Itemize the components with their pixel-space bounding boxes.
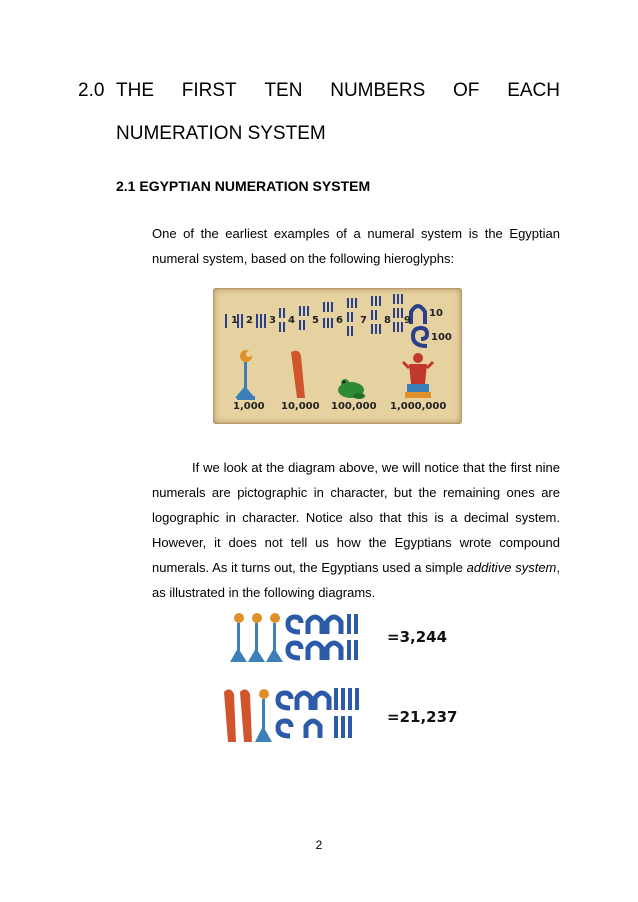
hundred-label: 100 xyxy=(431,332,452,343)
value-label: 1,000 xyxy=(233,401,265,412)
ten-hobble-icon xyxy=(411,306,425,324)
hobble-icon xyxy=(327,617,341,634)
digit-label: 1 xyxy=(231,315,238,326)
value-label: 10,000 xyxy=(281,401,320,412)
example-3244-glyphs xyxy=(230,610,390,670)
coil-icon xyxy=(288,617,301,632)
digit-label: 7 xyxy=(360,315,367,326)
lotus-icon xyxy=(235,350,255,400)
heading-word: FIRST xyxy=(181,80,237,101)
finger-icon xyxy=(224,689,236,742)
lotus-icon xyxy=(230,613,247,662)
stroke-units xyxy=(334,688,359,738)
body-paragraph xyxy=(152,455,560,605)
digit-label: 6 xyxy=(336,315,343,326)
hobble-icon xyxy=(327,643,341,660)
hobble-icon xyxy=(308,643,322,660)
intro-paragraph: One of the earliest examples of a numeral system is the Egyptian numeral system, based on the following hieroglyphs: xyxy=(152,226,560,266)
example-21237 xyxy=(0,684,638,748)
lotus-icon xyxy=(248,613,265,662)
example-3244 xyxy=(0,610,638,670)
stroke-units xyxy=(347,614,358,660)
digit-label: 3 xyxy=(269,315,276,326)
finger-icon xyxy=(240,689,252,742)
digit-label: 4 xyxy=(288,315,295,326)
heading-word: EACH xyxy=(507,80,560,101)
coil-icon xyxy=(288,643,301,658)
lotus-icon xyxy=(255,689,272,742)
hundred-coil-icon xyxy=(413,328,427,346)
hobble-icon xyxy=(297,693,311,710)
heading-word: OF xyxy=(453,80,480,101)
value-label: 1,000,000 xyxy=(390,401,447,412)
lotus-icon xyxy=(266,613,283,662)
example-value-label: =21,237 xyxy=(387,708,458,726)
frog-icon xyxy=(338,379,365,399)
hobble-icon xyxy=(308,617,322,634)
example-value-label: =3,244 xyxy=(387,628,448,646)
body-emphasis: additive system xyxy=(466,560,557,575)
example-21237-glyphs xyxy=(220,684,390,748)
coil-icon xyxy=(278,721,291,736)
value-label: 100,000 xyxy=(331,401,377,412)
body-text: If we look at the diagram above, we will notice that the first nine numerals are pictographic in character, but the remaining ones are logographic in character. Notice also that this is a decimal system. However, it does not tell us how the Egyptians wrote compound numerals. As it turns out, the Egyptians used a simple xyxy=(152,460,560,575)
ten-label: 10 xyxy=(429,308,443,319)
heading-word: NUMBERS xyxy=(330,80,426,101)
digit-label: 9 xyxy=(404,315,411,326)
hieroglyph-chart xyxy=(213,288,462,424)
digit-label: 2 xyxy=(246,315,253,326)
hobble-icon xyxy=(315,693,329,710)
digit-label: 8 xyxy=(384,315,391,326)
section-heading-line2: NUMERATION SYSTEM xyxy=(116,123,326,144)
hobble-icon xyxy=(306,721,320,738)
digit-label: 5 xyxy=(312,315,319,326)
page-number: 2 xyxy=(315,838,323,852)
heading-word: TEN xyxy=(264,80,303,101)
subsection-heading: 2.1 EGYPTIAN NUMERATION SYSTEM xyxy=(116,178,371,194)
heading-words xyxy=(116,80,560,102)
finger-icon xyxy=(291,351,305,398)
god-icon xyxy=(403,353,433,398)
heading-word: THE xyxy=(116,80,154,101)
coil-icon xyxy=(278,693,291,708)
section-number: 2.0 xyxy=(78,80,105,101)
body-text-end: , as illustrated in the following diagrams. xyxy=(152,560,560,600)
